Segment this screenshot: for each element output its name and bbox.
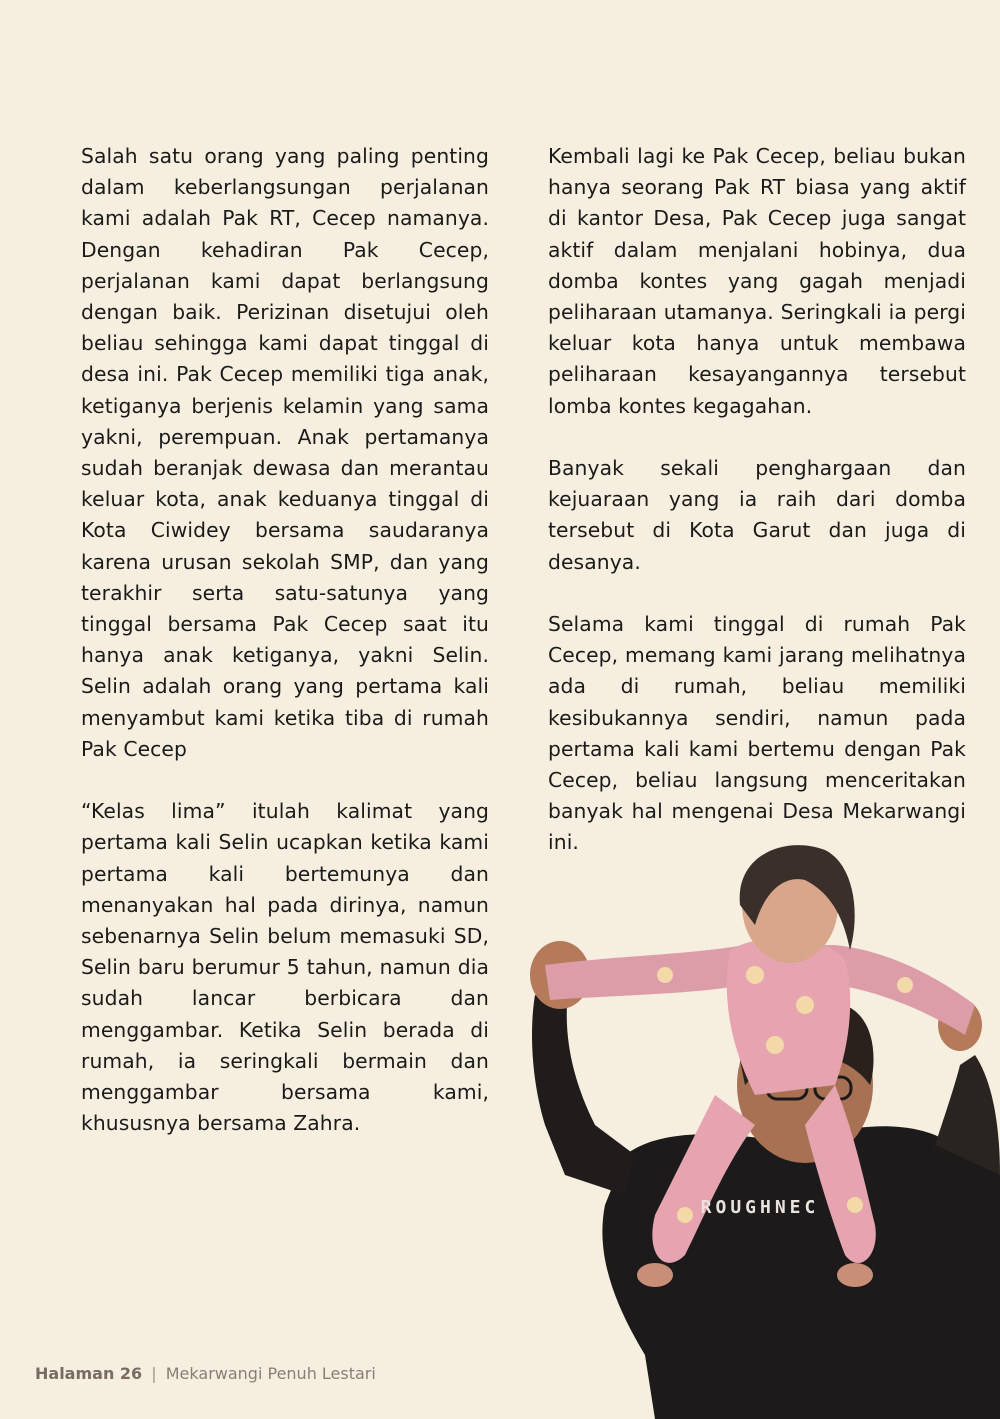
page-footer [35,1364,376,1383]
footer-separator: | [151,1364,157,1383]
photo-man-carrying-girl [505,835,1000,1419]
publication-title: Mekarwangi Penuh Lestari [165,1364,376,1383]
paragraph: Salah satu orang yang paling penting dalam keberlangsungan perjalanan kami adalah Pak RT, Cecep namanya. Dengan kehadiran Pak Cecep, perjalanan kami dapat berlangsung dengan baik. Perizinan disetujui oleh beliau sehingga kami dapat tinggal di desa ini. Pak Cecep memiliki tiga anak, ketiganya berjenis kelamin yang sama yakni, perempuan. Anak pertamanya sudah beranjak dewasa dan merantau keluar kota, anak keduanya tinggal di Kota Ciwidey bersama saudaranya karena urusan sekolah SMP, dan yang terakhir serta satu-satunya yang tinggal bersama Pak Cecep saat itu hanya anak ketiganya, yakni Selin. Selin adalah orang yang pertama kali menyambut kami ketika tiba di rumah Pak Cecep [81,144,489,761]
paragraph: Banyak sekali penghargaan dan kejuaraan yang ia raih dari domba tersebut di Kota Garut dan juga di desanya. [548,456,966,574]
paragraph: “Kelas lima” itulah kalimat yang pertama kali Selin ucapkan ketika kami pertama kali bertemunya dan menanyakan hal pada dirinya, namun sebenarnya Selin belum memasuki SD, Selin baru berumur 5 tahun, namun dia sudah lancar berbicara dan menggambar. Ketika Selin berada di rumah, ia seringkali bermain dan menggambar bersama kami, khususnya bersama Zahra. [81,799,489,1136]
shirt-print: ROUGHNEC [700,1197,820,1218]
left-text-column [81,141,489,1171]
paragraph: Kembali lagi ke Pak Cecep, beliau bukan hanya seorang Pak RT biasa yang aktif di kantor Desa, Pak Cecep juga sangat aktif dalam menjalani hobinya, dua domba kontes yang gagah menjadi peliharaan utamanya. Seringkali ia pergi keluar kota hanya untuk membawa peliharaan kesayangannya tersebut lomba kontes kegagahan. [548,144,966,418]
paragraph: Selama kami tinggal di rumah Pak Cecep, memang kami jarang melihatnya ada di rumah, beliau memiliki kesibukannya sendiri, namun pada pertama kali kami bertemu dengan Pak Cecep, beliau langsung menceritakan banyak hal mengenai Desa Mekarwangi ini. [548,612,966,855]
page-number: Halaman 26 [35,1364,143,1383]
right-text-column [548,141,966,890]
